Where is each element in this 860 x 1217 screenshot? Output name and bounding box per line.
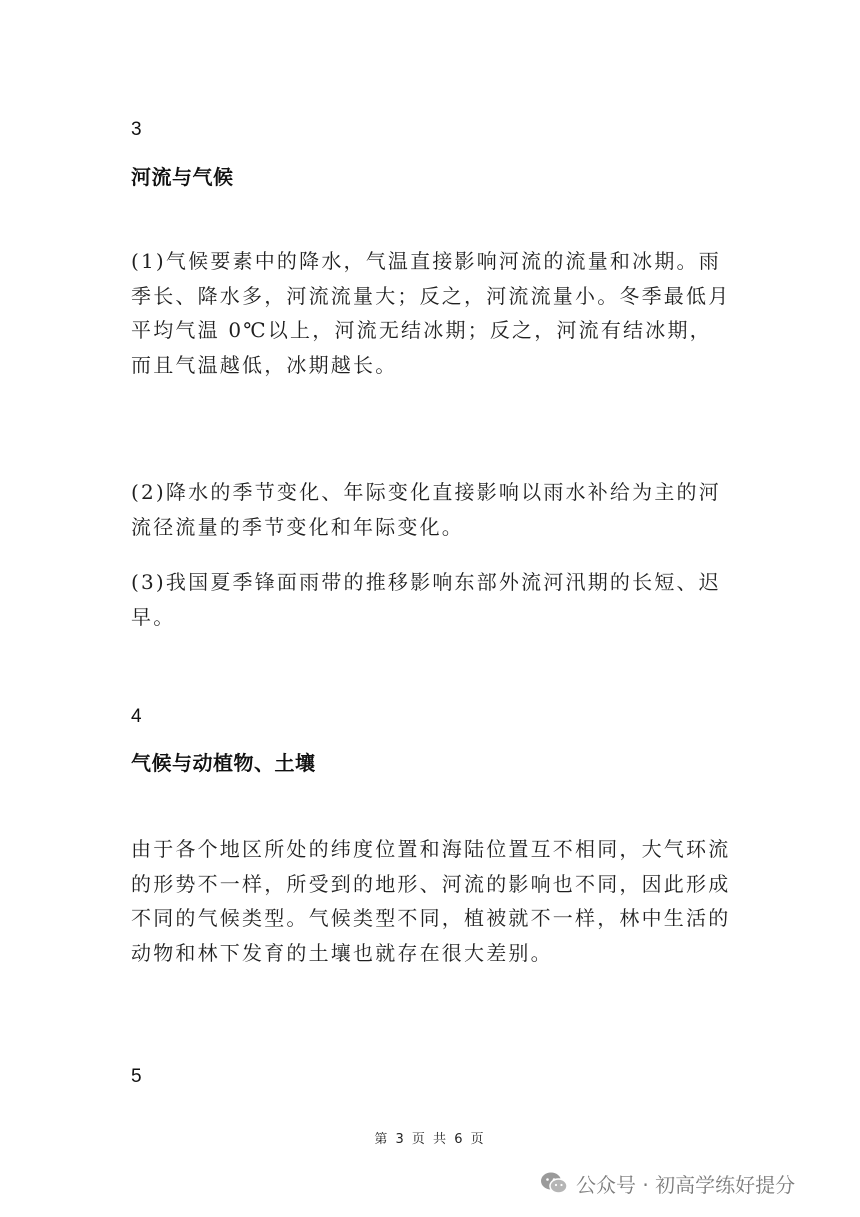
paragraph: (2)降水的季节变化、年际变化直接影响以雨水补给为主的河流径流量的季节变化和年际变化。	[131, 480, 721, 539]
section-number: 3	[131, 119, 142, 140]
section-number: 4	[131, 706, 142, 727]
page-footer: 第 3 页 共 6 页	[374, 1132, 486, 1147]
section-heading: 河流与气候	[131, 165, 234, 189]
paragraph: (3)我国夏季锋面雨带的推移影响东部外流河汛期的长短、迟早。	[131, 570, 721, 629]
watermark-text: 公众号 · 初高学练好提分	[576, 1172, 796, 1197]
wechat-icon	[540, 1171, 568, 1195]
section-number: 5	[131, 1066, 142, 1087]
watermark	[540, 1166, 795, 1200]
section-heading: 气候与动植物、土壤	[131, 751, 316, 775]
paragraph: (1)气候要素中的降水，气温直接影响河流的流量和冰期。雨季长、降水多，河流流量大；反之，河流流量小。冬季最低月平均气温 0℃以上，河流无结冰期；反之，河流有结冰期，而且气温越低，冰期越长。	[131, 249, 731, 377]
paragraph: 由于各个地区所处的纬度位置和海陆位置互不相同，大气环流的形势不一样，所受到的地形、河流的影响也不同，因此形成不同的气候类型。气候类型不同，植被就不一样，林中生活的动物和林下发育的土壤也就存在很大差别。	[131, 837, 731, 965]
